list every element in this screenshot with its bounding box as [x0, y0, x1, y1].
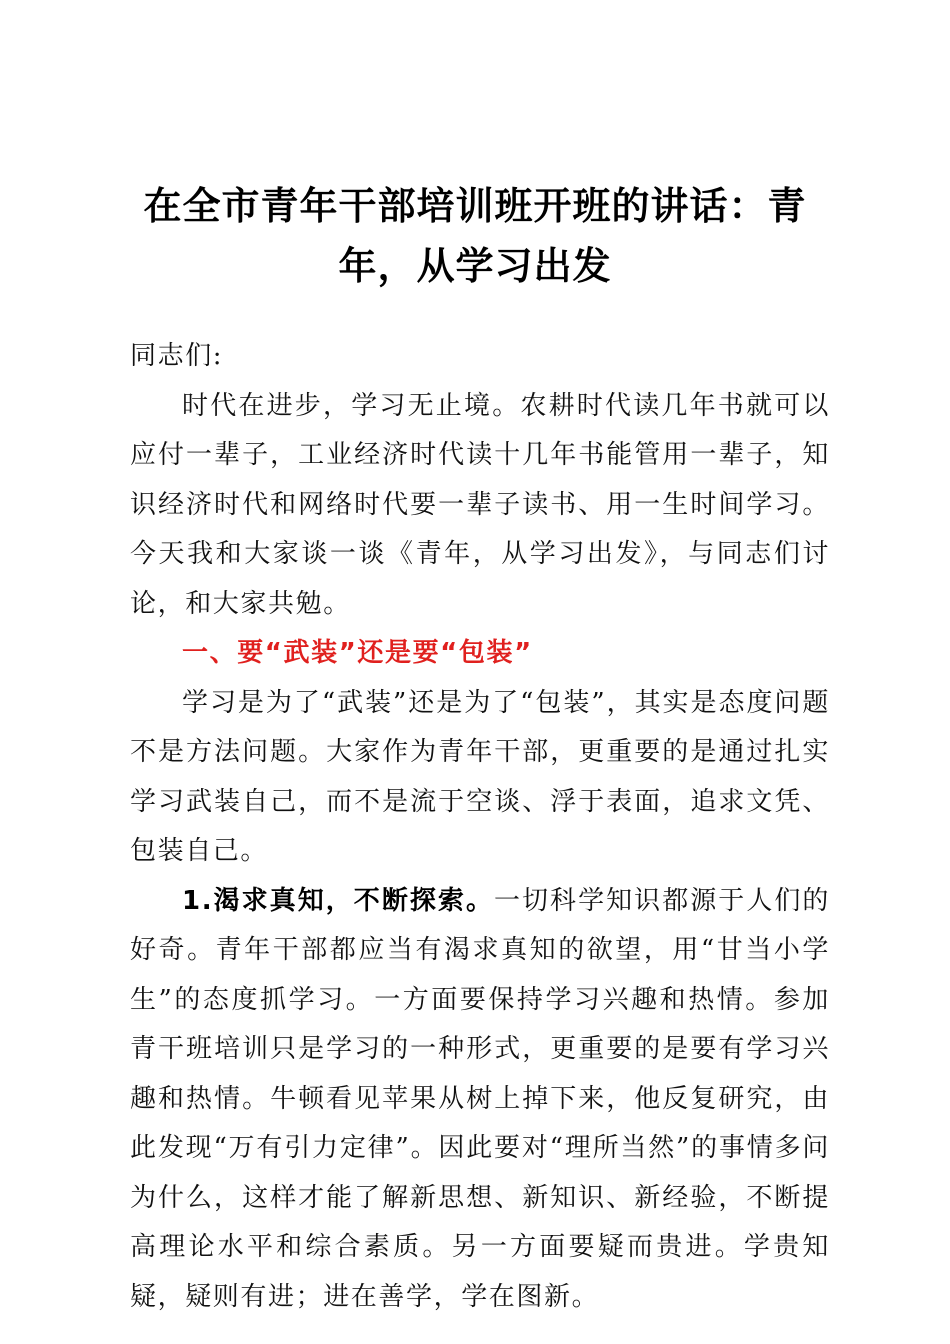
point-1-text: 一切科学知识都源于人们的好奇。青年干部都应当有渴求真知的欲望，用“甘当小学生”的态度抓学习。一方面要保持学习兴趣和热情。参加青干班培训只是学习的一种形式，更重要的是要有学习兴趣和热情。牛顿看见苹果从树上掉下来，他反复研究，由此发现“万有引力定律”。因此要对“理所当然”的事情多问为什么，这样才能了解新思想、新知识、新经验，不断提高理论水平和综合素质。另一方面要疑而贵进。学贵知疑，疑则有进；进在善学，学在图新。: [130, 885, 830, 1312]
document-title: 在全市青年干部培训班开班的讲话：青年，从学习出发: [143, 184, 807, 288]
intro-paragraph: 时代在进步，学习无止境。农耕时代读几年书就可以应付一辈子，工业经济时代读十几年书能管用一辈子，知识经济时代和网络时代要一辈子读书、用一生时间学习。今天我和大家谈一谈《青年，从学习出发》，与同志们讨论，和大家共勉。: [130, 390, 830, 619]
salutation: 同志们:: [130, 341, 224, 371]
section-heading: 一、要“武装”还是要“包装”: [182, 638, 533, 668]
point-1-paragraph: [130, 877, 830, 1323]
document-body: [130, 332, 830, 1322]
section-paragraph: 学习是为了“武装”还是为了“包装”，其实是态度问题不是方法问题。大家作为青年干部，更重要的是通过扎实学习武装自己，而不是流于空谈、浮于表面，追求文凭、包装自己。: [130, 687, 830, 866]
point-1-lead: 1.渴求真知，不断探索。: [182, 885, 494, 916]
